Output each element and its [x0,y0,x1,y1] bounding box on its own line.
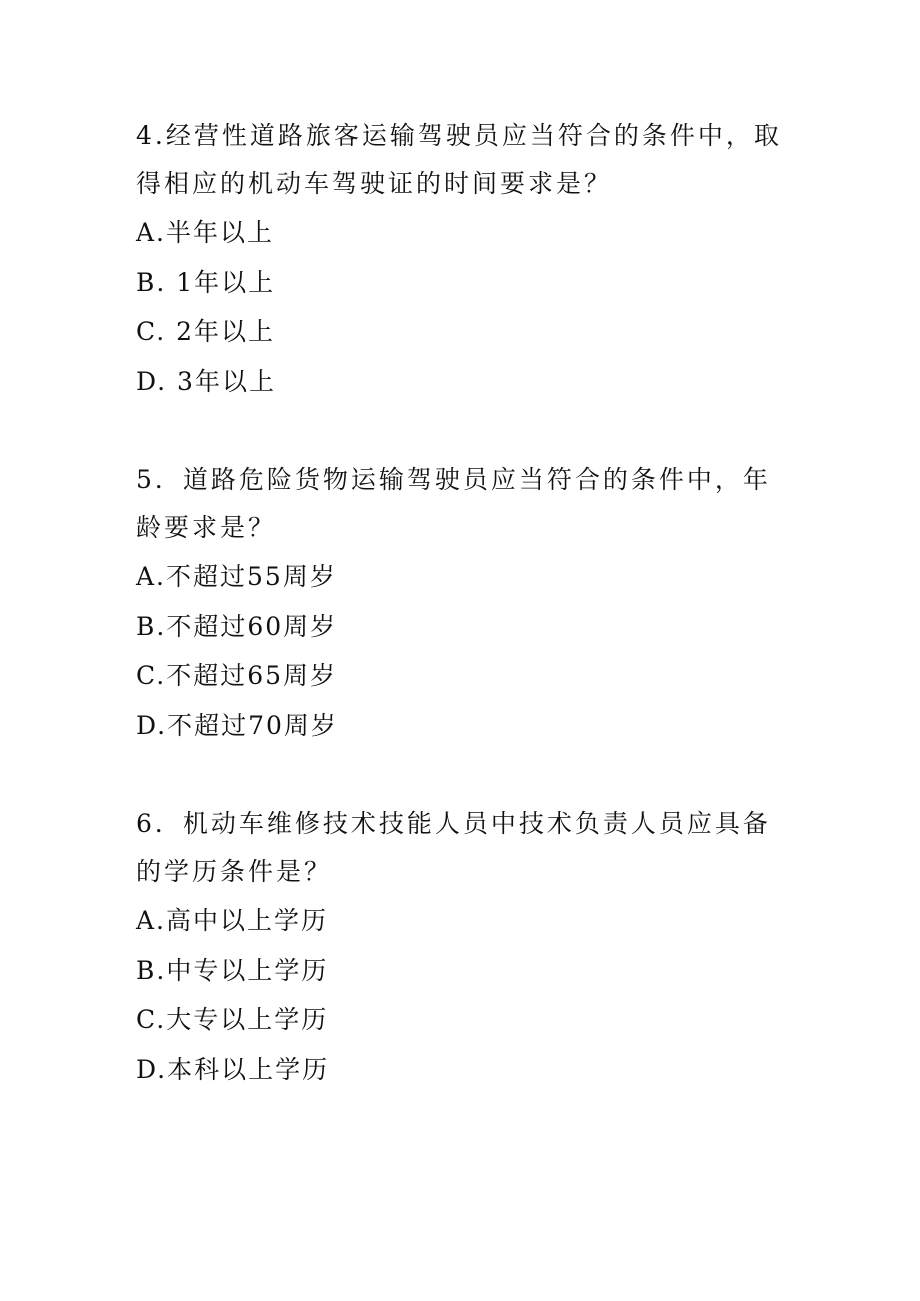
option-letter: B. [136,955,167,985]
option-text: 半年以上 [166,218,275,247]
option-letter: C. [136,1005,167,1034]
option-letter: D. [136,710,168,740]
question-6 [136,800,786,1094]
option-letter: C. [136,317,167,346]
option-c [136,995,786,1045]
option-letter: A. [136,906,167,935]
option-a [136,552,786,602]
option-letter: A. [136,562,167,591]
option-text: 不超过55周岁 [166,562,337,591]
question-5 [136,456,786,750]
option-text: 中专以上学历 [166,955,329,985]
option-c [136,651,786,701]
option-b [136,602,786,652]
option-text: 高中以上学历 [166,906,329,935]
option-a [136,896,786,946]
question-stem: 4.经营性道路旅客运输驾驶员应当符合的条件中，取得相应的机动车驾驶证的时间要求是？ [136,121,782,198]
option-text: 不超过70周岁 [167,710,338,740]
option-letter: B. [136,267,167,297]
option-a [136,208,786,258]
option-letter: D. [136,366,168,396]
option-list [136,552,786,750]
question-stem: 6．机动车维修技术技能人员中技术负责人员应具备的学历条件是？ [136,809,771,886]
option-letter: C. [136,661,167,690]
question-4 [136,112,786,406]
option-d [136,1045,786,1095]
option-text: 1年以上 [166,267,276,297]
option-list [136,208,786,406]
option-text: 大专以上学历 [166,1005,329,1034]
option-text: 3年以上 [167,366,276,396]
option-text: 不超过65周岁 [166,661,337,690]
option-b [136,258,786,308]
option-text: 本科以上学历 [167,1054,330,1084]
option-text: 2年以上 [166,317,276,346]
option-letter: A. [136,218,167,247]
question-stem: 5．道路危险货物运输驾驶员应当符合的条件中，年龄要求是？ [136,465,771,542]
option-d [136,357,786,407]
option-list [136,896,786,1094]
option-c [136,307,786,357]
option-d [136,701,786,751]
option-text: 不超过60周岁 [166,611,338,641]
option-letter: D. [136,1054,168,1084]
option-letter: B. [136,611,167,641]
option-b [136,946,786,996]
